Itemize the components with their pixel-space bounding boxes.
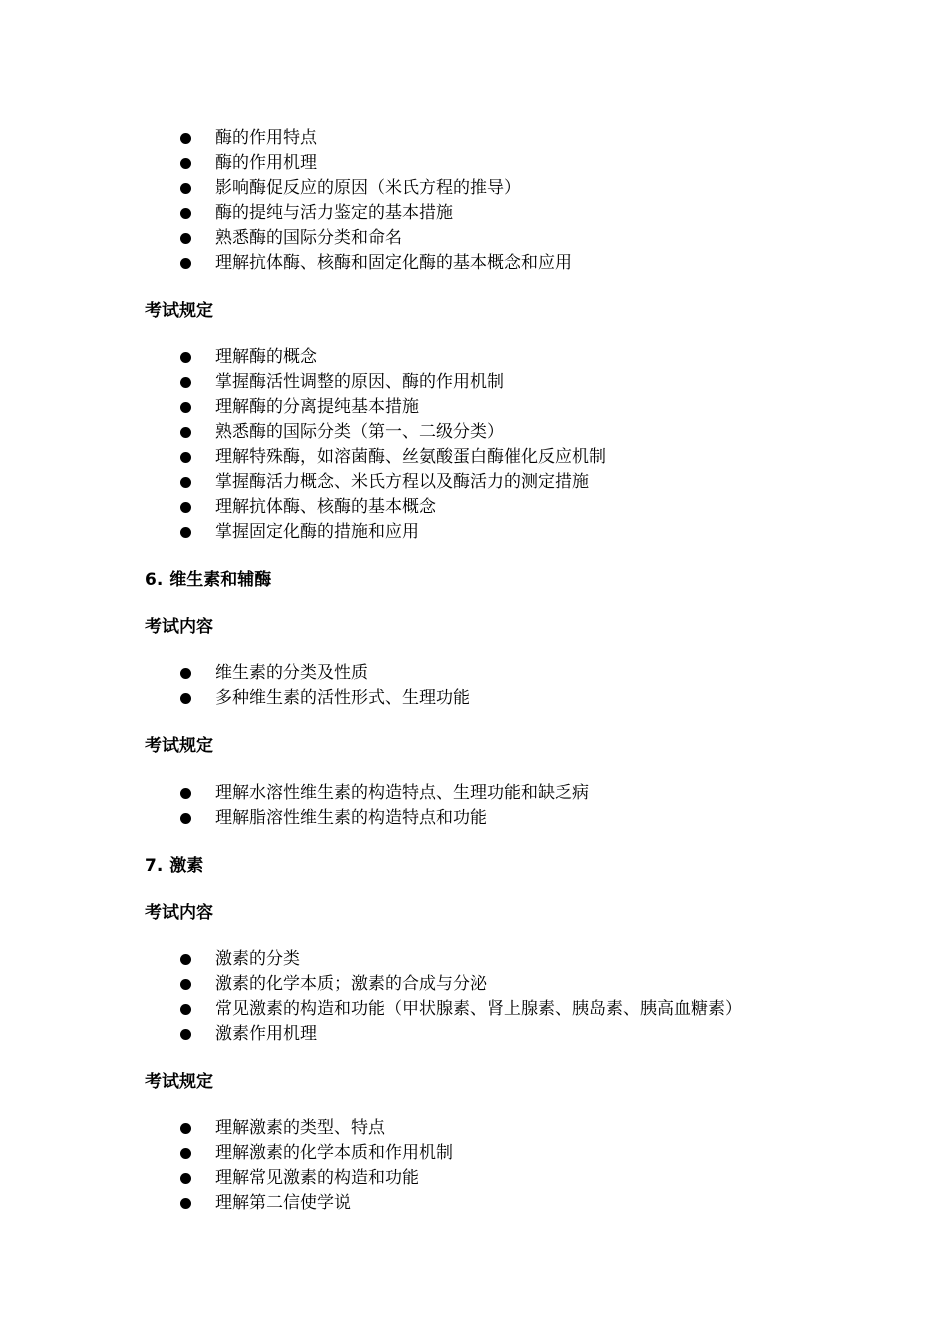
list-item-text: 理解酶的分离提纯基本措施 bbox=[215, 397, 419, 417]
list-item-text: 多种维生素的活性形式、生理功能 bbox=[215, 688, 470, 708]
bullet-icon bbox=[180, 1123, 191, 1134]
list-item-text: 理解激素的类型、特点 bbox=[215, 1118, 385, 1138]
bullet-icon bbox=[180, 1029, 191, 1040]
list-item-text: 理解脂溶性维生素的构造特点和功能 bbox=[215, 808, 487, 828]
list-item-text: 理解抗体酶、核酶和固定化酶的基本概念和应用 bbox=[215, 253, 572, 273]
bullet-icon bbox=[180, 477, 191, 488]
bullet-icon bbox=[180, 954, 191, 965]
bullet-icon bbox=[180, 377, 191, 388]
exam-content-heading: 考试内容 bbox=[145, 903, 213, 923]
list-item-text: 理解酶的概念 bbox=[215, 347, 317, 367]
list-item-text: 掌握酶活力概念、米氏方程以及酶活力的测定措施 bbox=[215, 472, 589, 492]
bullet-icon bbox=[180, 452, 191, 463]
list-item-text: 酶的作用机理 bbox=[215, 153, 317, 173]
section-6-title: 6. 维生素和辅酶 bbox=[145, 570, 272, 590]
list-item-text: 维生素的分类及性质 bbox=[215, 663, 368, 683]
bullet-icon bbox=[180, 352, 191, 363]
exam-requirements-heading: 考试规定 bbox=[145, 301, 213, 321]
bullet-icon bbox=[180, 1148, 191, 1159]
list-item-text: 掌握酶活性调整的原因、酶的作用机制 bbox=[215, 372, 504, 392]
exam-content-heading: 考试内容 bbox=[145, 617, 213, 637]
bullet-icon bbox=[180, 233, 191, 244]
list-item-text: 理解水溶性维生素的构造特点、生理功能和缺乏病 bbox=[215, 783, 589, 803]
bullet-icon bbox=[180, 133, 191, 144]
bullet-icon bbox=[180, 258, 191, 269]
list-item-text: 熟悉酶的国际分类（第一、二级分类） bbox=[215, 422, 504, 442]
bullet-icon bbox=[180, 158, 191, 169]
bullet-icon bbox=[180, 402, 191, 413]
bullet-icon bbox=[180, 527, 191, 538]
list-item-text: 酶的提纯与活力鉴定的基本措施 bbox=[215, 203, 453, 223]
bullet-icon bbox=[180, 1198, 191, 1209]
list-item-text: 理解抗体酶、核酶的基本概念 bbox=[215, 497, 436, 517]
bullet-icon bbox=[180, 788, 191, 799]
list-item-text: 激素的化学本质；激素的合成与分泌 bbox=[215, 974, 487, 994]
list-item-text: 酶的作用特点 bbox=[215, 128, 317, 148]
exam-requirements-heading: 考试规定 bbox=[145, 1072, 213, 1092]
bullet-icon bbox=[180, 183, 191, 194]
list-item-text: 激素的分类 bbox=[215, 949, 300, 969]
bullet-icon bbox=[180, 813, 191, 824]
bullet-icon bbox=[180, 693, 191, 704]
bullet-icon bbox=[180, 427, 191, 438]
exam-requirements-heading: 考试规定 bbox=[145, 736, 213, 756]
bullet-icon bbox=[180, 668, 191, 679]
bullet-icon bbox=[180, 1004, 191, 1015]
list-item-text: 理解激素的化学本质和作用机制 bbox=[215, 1143, 453, 1163]
list-item-text: 常见激素的构造和功能（甲状腺素、肾上腺素、胰岛素、胰高血糖素） bbox=[215, 999, 742, 1019]
section-7-title: 7. 激素 bbox=[145, 856, 204, 876]
list-item-text: 掌握固定化酶的措施和应用 bbox=[215, 522, 419, 542]
list-item-text: 熟悉酶的国际分类和命名 bbox=[215, 228, 402, 248]
list-item-text: 影响酶促反应的原因（米氏方程的推导） bbox=[215, 178, 521, 198]
list-item-text: 理解第二信使学说 bbox=[215, 1193, 351, 1213]
bullet-icon bbox=[180, 1173, 191, 1184]
list-item-text: 激素作用机理 bbox=[215, 1024, 317, 1044]
list-item-text: 理解特殊酶，如溶菌酶、丝氨酸蛋白酶催化反应机制 bbox=[215, 447, 606, 467]
bullet-icon bbox=[180, 208, 191, 219]
bullet-icon bbox=[180, 979, 191, 990]
list-item-text: 理解常见激素的构造和功能 bbox=[215, 1168, 419, 1188]
bullet-icon bbox=[180, 502, 191, 513]
